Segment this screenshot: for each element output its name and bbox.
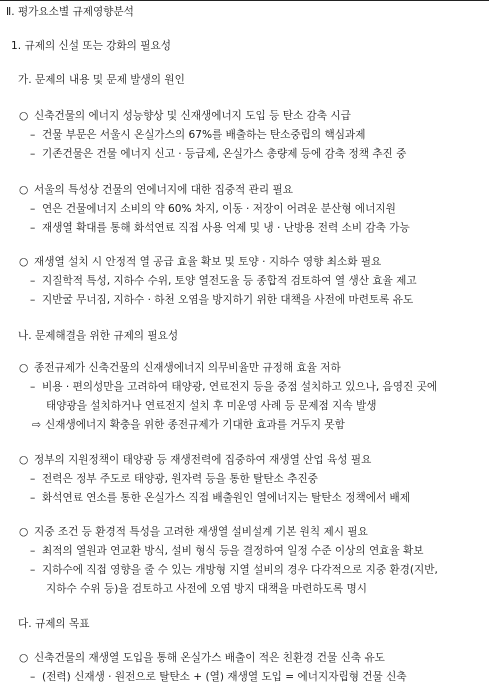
- da-item-1: [19, 652, 385, 665]
- dash-bullet: –: [30, 564, 36, 576]
- na-item-3-sub-2: – 지하수에 직접 영향을 줄 수 있는 개방형 지열 설비의 경우 다각적으로 지중 환경(지반,: [30, 564, 438, 576]
- na-item-3-text: 지중 조건 등 환경적 특성을 고려한 재생열 설비설계 기본 원칙 제시 필요: [34, 526, 368, 538]
- top-rule: [0, 0, 489, 1]
- ga-item-3-text: 재생열 설치 시 안정적 열 공급 효율 확보 및 토양 · 지하수 영향 최소화 필요: [34, 256, 382, 268]
- circle-bullet: ○: [19, 110, 29, 122]
- ga-item-2-sub-2: – 재생열 확대를 통해 화석연료 직접 사용 억제 및 냉 · 난방용 전력 소비 감축 가능: [30, 222, 410, 234]
- da-item-1-sub-1: – (전력) 신재생 · 원전으로 탈탄소 + (열) 재생열 도입 = 에너지자립형 건물 신축: [30, 671, 407, 683]
- na-item-1-sub-1: – 비용 · 편의성만을 고려하여 태양광, 연료전지 등을 중점 설치하고 있으나, 음영진 곳에: [30, 381, 438, 393]
- part-na-title: 나. 문제해결을 위한 규제의 필요성: [18, 330, 179, 342]
- circle-bullet: ○: [19, 454, 29, 466]
- na-item-1-sub-1-cont: 태양광을 설치하거나 연료전지 설치 후 미운영 사례 등 문제점 지속 발생: [46, 400, 377, 412]
- ga-item-3-sub-1: – 지질학적 특성, 지하수 수위, 토양 열전도율 등 종합적 검토하여 열 생산 효율 제고: [30, 275, 417, 287]
- ga-item-2-text: 서울의 특성상 건물의 연에너지에 대한 집중적 관리 필요: [34, 184, 293, 196]
- ga-item-2-sub-1: – 연은 건물에너지 소비의 약 60% 차지, 이동 · 저장이 어려운 분산형 에너지원: [30, 203, 396, 215]
- da-item-1-text: 신축건물의 재생열 도입을 통해 온실가스 배출이 적은 친환경 건물 신축 유도: [34, 652, 385, 664]
- circle-bullet: ○: [19, 526, 29, 538]
- ga-item-1: [19, 110, 351, 123]
- subsection-title: 1. 규제의 신설 또는 강화의 필요성: [11, 40, 171, 52]
- dash-bullet: –: [30, 294, 36, 306]
- ga-item-1-text: 신축건물의 에너지 성능향상 및 신재생에너지 도입 등 탄소 감축 시급: [34, 110, 351, 122]
- na-item-1-text: 종전규제가 신축건물의 신재생에너지 의무비율만 규정해 효율 저하: [34, 362, 341, 374]
- na-item-1: [19, 362, 341, 375]
- ga-item-1-sub-1: – 건물 부문은 서울시 온실가스의 67%를 배출하는 탄소중립의 핵심과제: [30, 129, 366, 141]
- na-item-3-sub-1: – 최적의 열원과 연교환 방식, 설비 형식 등을 결정하여 일정 수준 이상의 연효율 확보: [30, 545, 424, 557]
- dash-bullet: –: [30, 492, 36, 504]
- dash-bullet: –: [30, 671, 36, 683]
- na-item-3-sub-2-cont: 지하수 수위 등)을 검토하고 사전에 오염 방지 대책을 마련하도록 명시: [46, 583, 367, 595]
- double-arrow-icon: ⇨: [32, 419, 41, 431]
- ga-item-3: [19, 256, 381, 269]
- dash-bullet: –: [30, 381, 36, 393]
- dash-bullet: –: [30, 473, 36, 485]
- dash-bullet: –: [30, 129, 36, 141]
- section-title: Ⅱ. 평가요소별 규제영향분석: [6, 6, 134, 18]
- ga-item-1-sub-2: – 기존건물은 건물 에너지 신고 · 등급제, 온실가스 총량제 등에 감축 정책 추진 중: [30, 148, 407, 160]
- dash-bullet: –: [30, 275, 36, 287]
- dash-bullet: –: [30, 148, 36, 160]
- na-item-2-text: 정부의 지원정책이 태양광 등 재생전력에 집중하여 재생열 산업 육성 필요: [34, 454, 372, 466]
- circle-bullet: ○: [19, 652, 29, 664]
- na-item-2-sub-2: – 화석연료 연소를 통한 온실가스 직접 배출원인 열에너지는 탈탄소 정책에서 배제: [30, 492, 411, 504]
- na-item-2: [19, 454, 371, 467]
- part-da-title: 다. 규제의 목표: [18, 618, 90, 630]
- na-item-2-sub-1: – 전력은 정부 주도로 태양광, 원자력 등을 통한 탈탄소 추진중: [30, 473, 318, 485]
- circle-bullet: ○: [19, 256, 29, 268]
- dash-bullet: –: [30, 545, 36, 557]
- na-item-1-conclusion: ⇨ 신재생에너지 확충을 위한 종전규제가 기대한 효과를 거두지 못함: [32, 419, 345, 431]
- ga-item-3-sub-2: – 지반굴 무너짐, 지하수 · 하천 오염을 방지하기 위한 대책을 사전에 마련토록 유도: [30, 294, 414, 306]
- circle-bullet: ○: [19, 362, 29, 374]
- na-item-3: [19, 526, 368, 539]
- ga-item-2: [19, 184, 293, 197]
- circle-bullet: ○: [19, 184, 29, 196]
- part-ga-title: 가. 문제의 내용 및 문제 발생의 원인: [18, 74, 185, 86]
- dash-bullet: –: [30, 203, 36, 215]
- dash-bullet: –: [30, 222, 36, 234]
